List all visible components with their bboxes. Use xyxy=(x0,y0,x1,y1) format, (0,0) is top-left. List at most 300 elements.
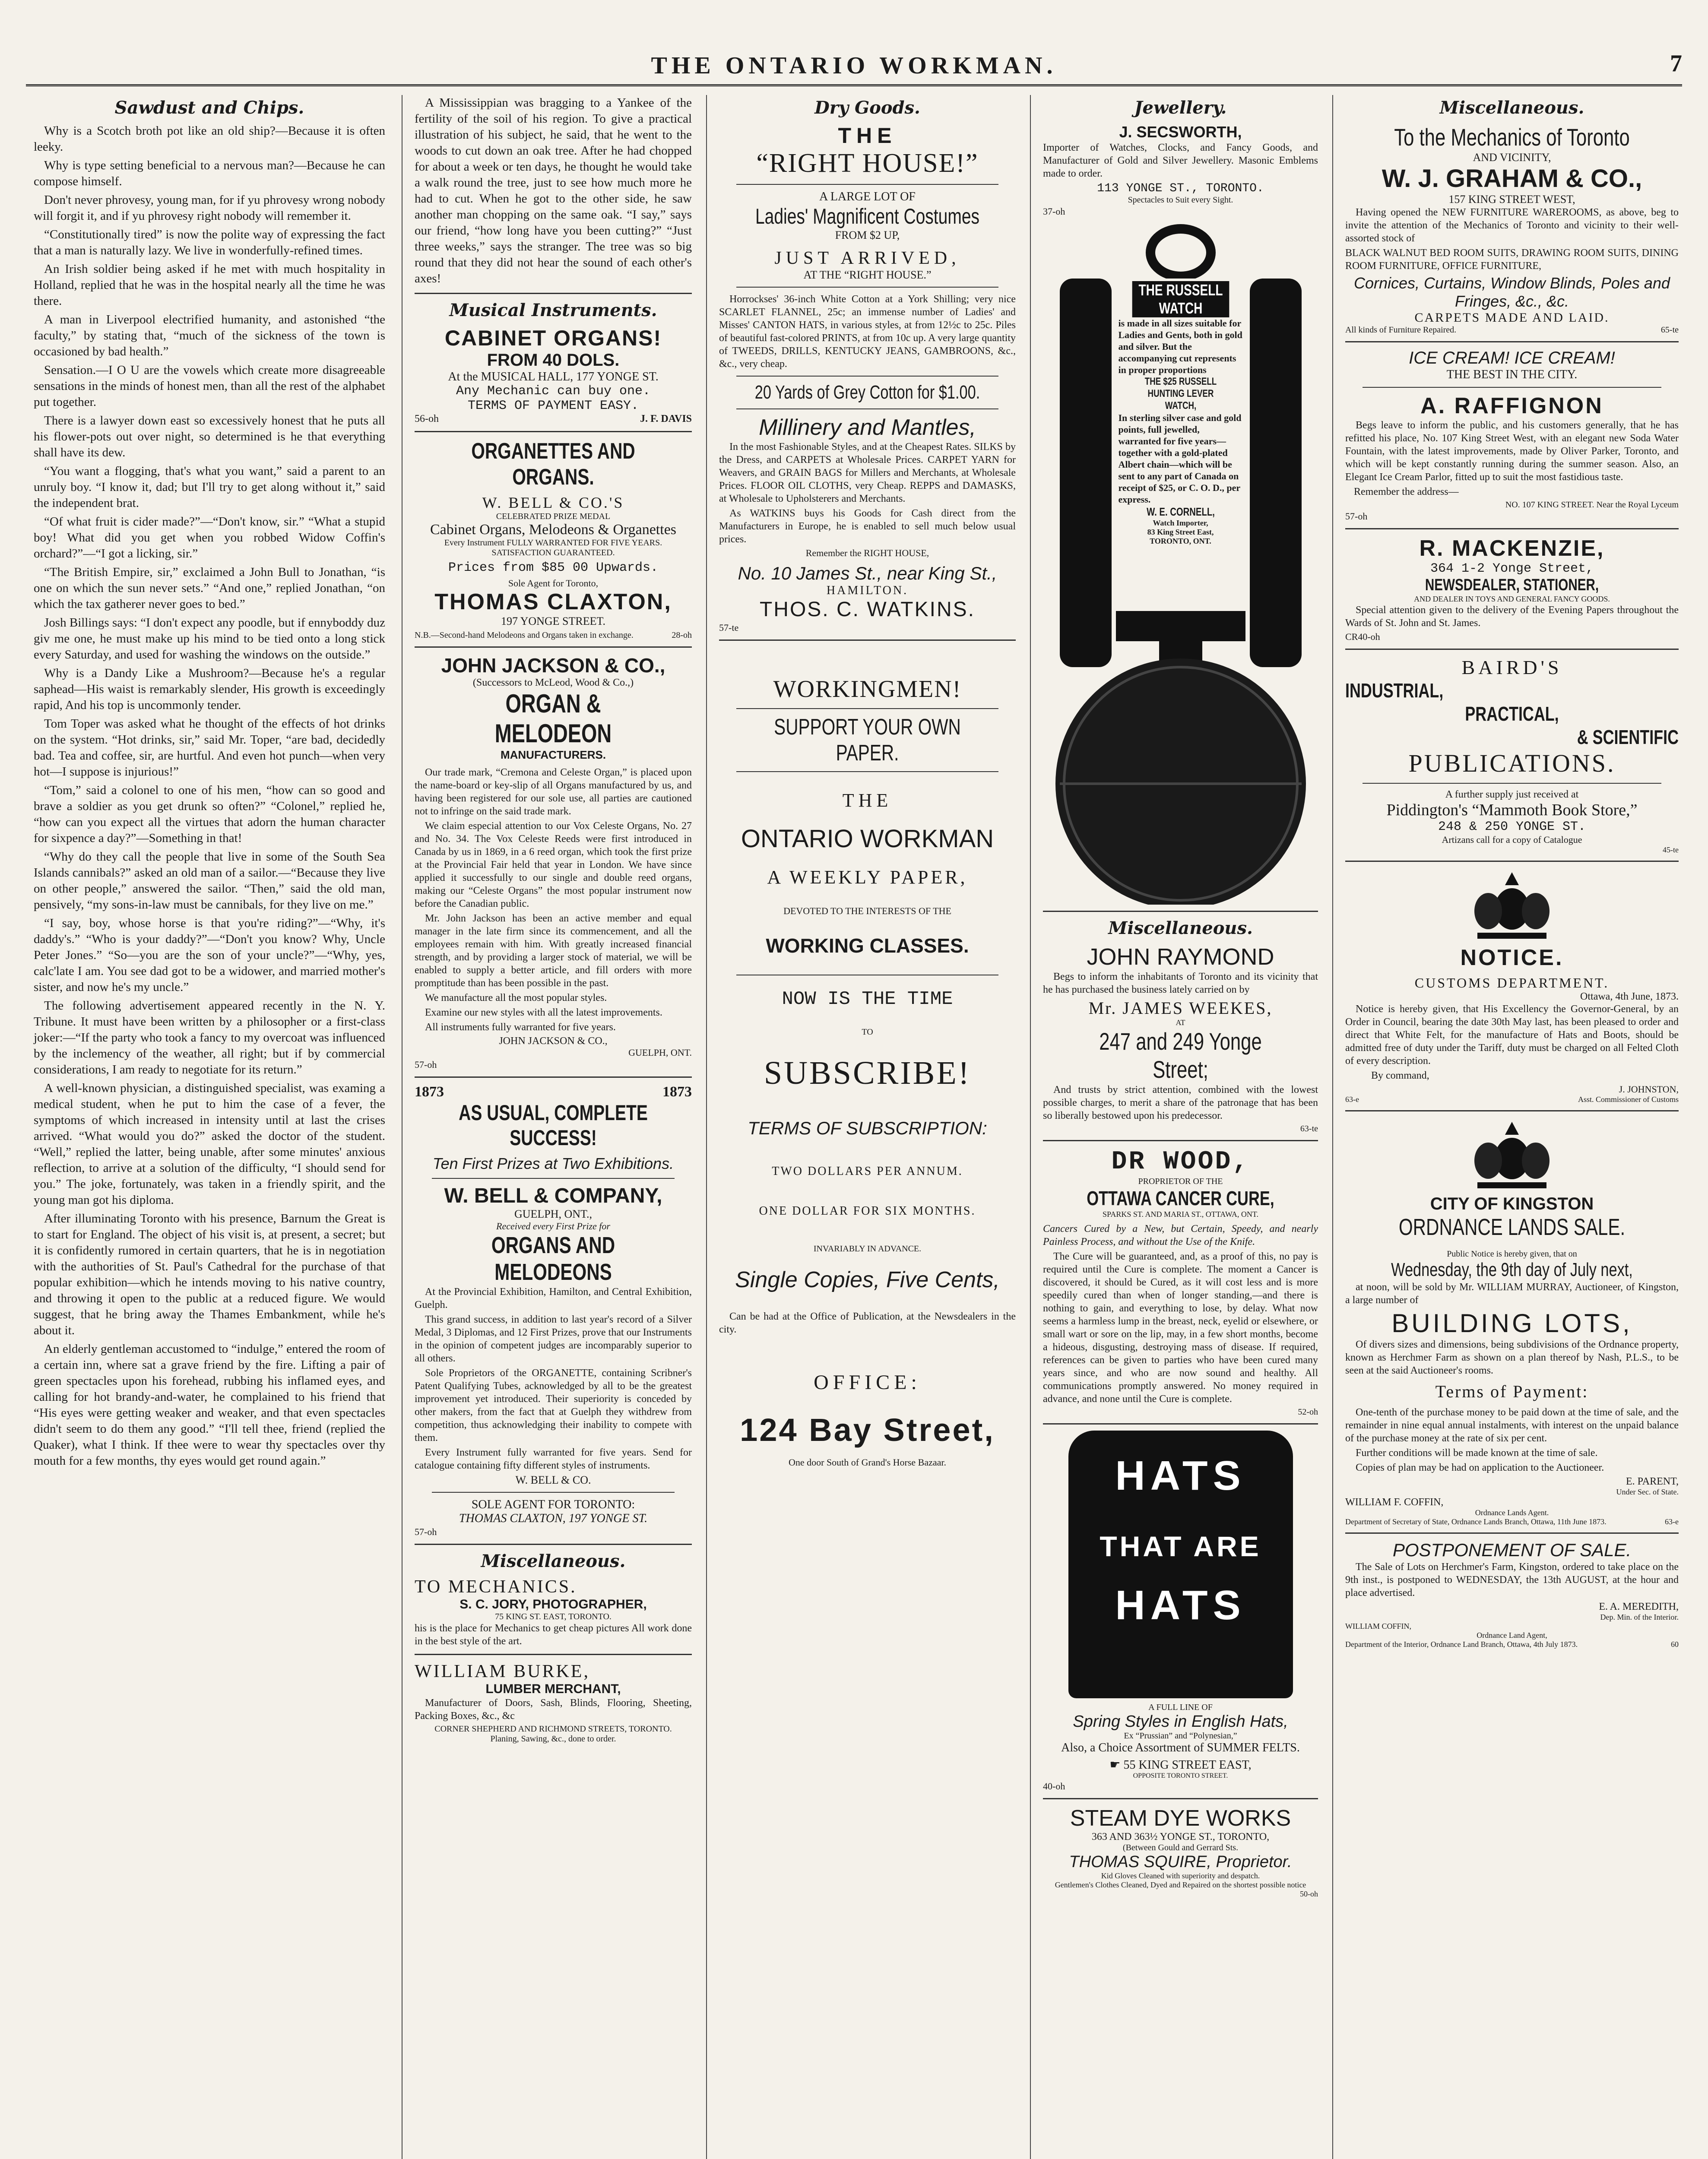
ad-headline: WORKINGMEN! xyxy=(773,676,962,703)
royal-crest-icon xyxy=(1464,1117,1559,1191)
section-heading: Miscellaneous. xyxy=(1439,98,1584,118)
ad-graham-furniture xyxy=(1345,123,1679,335)
column-jewellery xyxy=(1030,95,1330,2159)
ad-baird-publications xyxy=(1345,656,1679,855)
divider xyxy=(1043,1423,1318,1425)
ad-postponement xyxy=(1345,1540,1679,1649)
ad-ref: 63-te xyxy=(1300,1124,1318,1133)
ad-headline: Ladies' Magnificent Costumes xyxy=(755,204,980,228)
ad-headline: PUBLICATIONS. xyxy=(1408,749,1616,777)
ad-headline: Spring Styles in English Hats, xyxy=(1073,1713,1288,1731)
ad-address: 247 and 249 Yonge Street; xyxy=(1099,1028,1262,1083)
ad-line: OPPOSITE TORONTO STREET. xyxy=(1133,1772,1228,1779)
article-paragraph: “Why do they call the people that live in some of the South Sea Islands cannibals?” asked an old man of a sailor.—“Because they live on other people,” answered the sailor. “Then,” said the old man, pensively, “my sons-in-law must be cannibals, for they live on me.” xyxy=(34,850,385,912)
ad-line: Ten First Prizes at Two Exhibitions. xyxy=(432,1155,674,1172)
ad-body: at noon, will be sold by Mr. WILLIAM MURRAY, Auctioneer, of Kingston, a large number of xyxy=(1345,1282,1679,1306)
article-paragraph: Why is a Scotch broth pot like an old ship?—Because it is often leeky. xyxy=(34,124,385,154)
ad-address: 157 KING STREET WEST, xyxy=(1448,193,1575,206)
divider xyxy=(415,1544,692,1545)
ad-line: MANUFACTURERS. xyxy=(500,748,606,761)
ad-line: NEWSDEALER, STATIONER, xyxy=(1425,576,1599,594)
ad-line: DEVOTED TO THE INTERESTS OF THE xyxy=(783,905,951,916)
divider xyxy=(415,1654,692,1655)
ad-line: Watch Importer, xyxy=(1153,519,1208,527)
ad-name: DR WOOD, xyxy=(1111,1147,1250,1177)
ad-line: TERMS OF SUBSCRIPTION: xyxy=(748,1118,987,1138)
ad-body: Every Instrument fully warranted for five years. Send for catalogue containing fifty different styles of instruments. xyxy=(415,1447,692,1471)
ad-headline: STEAM DYE WORKS xyxy=(1070,1806,1291,1831)
ad-line: Artizans call for a copy of Catalogue xyxy=(1442,834,1582,845)
ad-hats xyxy=(1043,1431,1318,1792)
ad-line: PRACTICAL, xyxy=(1465,703,1559,725)
article-paragraph: The following advertisement appeared recently in the N. Y. Tribune. It must have been written by a philosopher or a first-class joker:—“If the party who took a fancy to my overcoat was influenced by the inclemency of the weather, all right; but if by commercial considerations, I am ready to negotiate for its return.” xyxy=(34,999,385,1076)
divider xyxy=(1345,861,1679,862)
ad-line: A WEEKLY PAPER, xyxy=(767,867,968,888)
ad-line: Remember the RIGHT HOUSE, xyxy=(805,548,929,558)
yankee-story: A Mississippian was bragging to a Yankee of the fertility of the soil of his region. To give a practical illustration of his subject, he said, that he went to the woods to cut down an oak tree. After he had chopped for about a week or ten days, he thought he would take a walk round the tree, just to see how much more he had to cut. When he got to the other side, he saw another man chopping on the same oak. “I say,” says our friend, “how long have you been cutting?” “Just three weeks,” says the stranger. The tree was so big round that they did not hear the sound of each other's axes! xyxy=(415,96,692,285)
ad-line: Dep. Min. of the Interior. xyxy=(1600,1613,1679,1621)
ad-line: OFFICE: xyxy=(814,1371,921,1394)
ad-dr-wood xyxy=(1043,1147,1318,1417)
ad-line: THE $25 RUSSELL HUNTING LEVER WATCH, xyxy=(1144,376,1217,412)
ad-footer xyxy=(1345,1640,1679,1649)
ad-line: Asst. Commissioner of Customs xyxy=(1578,1095,1679,1104)
ad-headline: CABINET ORGANS! xyxy=(444,326,662,350)
divider xyxy=(736,287,998,288)
ad-address xyxy=(1043,1757,1318,1772)
ad-line: AND VICINITY, xyxy=(1473,151,1551,164)
ad-signature: W. BELL & CO. xyxy=(515,1474,591,1486)
ad-line: All kinds of Furniture Repaired. xyxy=(1345,325,1457,335)
ad-line: Ex “Prussian” and “Polynesian,” xyxy=(1124,1731,1237,1741)
ad-claxton-organettes xyxy=(415,438,692,640)
ad-name: A. RAFFIGNON xyxy=(1420,393,1603,418)
ad-signature: J. F. DAVIS xyxy=(640,413,692,424)
ad-body: All instruments fully warranted for five years. xyxy=(425,1022,616,1033)
article-paragraph: After illuminating Toronto with his presence, Barnum the Great is to start for England. The object of his visit is, at present, a secret; but it is confidently rumored in certain quarters, that he is in negotiation with the authorities of St. Paul's Cathedral for the purchase of that popular exhibition—which he intends moving to his native country, and throwing it open to the public at a reduced figure. We would suggest, that he bring away the Thames Embankment, while he's about it. xyxy=(34,1212,385,1337)
ad-address: 248 & 250 YONGE ST. xyxy=(1438,820,1586,834)
article-paragraph: “You want a flogging, that's what you want,” said a parent to an unruly boy. “I know it, dad; but I'll try to get along without it,” said the independent brat. xyxy=(34,464,385,510)
ad-headline: WORKING CLASSES. xyxy=(766,934,969,957)
ad-line: TERMS OF PAYMENT EASY. xyxy=(467,399,639,413)
ad-line: THE xyxy=(842,790,893,811)
ad-name: J. SECSWORTH, xyxy=(1119,123,1242,141)
ad-bell-company xyxy=(415,1084,692,1538)
ad-line: CITY OF KINGSTON xyxy=(1430,1194,1594,1213)
article-paragraph: Don't never phrovesy, young man, for if yu phrovesy wrong nobody will forgit it, and if yu phrovesy right nobody will remember it. xyxy=(34,193,385,223)
hat-text: HATS xyxy=(1115,1453,1246,1499)
divider xyxy=(1363,387,1661,388)
ad-price: FROM 40 DOLS. xyxy=(487,351,620,370)
ad-body: We manufacture all the most popular styles. xyxy=(425,992,607,1004)
ad-footer xyxy=(415,630,692,640)
ad-line: CARPETS MADE AND LAID. xyxy=(1414,310,1610,325)
ad-body: As WATKINS buys his Goods for Cash direct from the Manufacturers in Europe, he is enabled to sell much below usual prices. xyxy=(719,508,1016,545)
russell-watch-ad xyxy=(1051,222,1310,905)
ad-headline: Millinery and Mantles, xyxy=(759,415,976,440)
ad-address: 363 AND 363½ YONGE ST., TORONTO, xyxy=(1091,1831,1270,1842)
ad-line: A LARGE LOT OF xyxy=(819,190,916,203)
ad-line: AT THE “RIGHT HOUSE.” xyxy=(803,269,932,281)
article-paragraph: “Tom,” said a colonel to one of his men, “how can so good and brave a soldier as you get drunk so often?” “Colonel,” replied he, “how can you expect all the virtues that adorn the human character for sixpence a day?”—Something in that! xyxy=(34,783,385,845)
ad-line: AT xyxy=(1176,1018,1185,1027)
article-paragraph: Josh Billings says: “I don't expect any poodle, but if ennyboddy duz giv me one, he must make up his mind to be tied onto a long stick every Saturday, and used for washing the windows on the outside.” xyxy=(34,616,385,662)
ad-line: AND DEALER IN TOYS AND GENERAL FANCY GOODS. xyxy=(1414,595,1610,603)
divider xyxy=(736,376,998,377)
ad-davis-cabinet-organs xyxy=(415,326,692,425)
ad-line: TWO DOLLARS PER ANNUM. xyxy=(772,1165,963,1178)
ad-name: R. MACKENZIE, xyxy=(1419,536,1605,561)
ad-body: Sole Proprietors of the ORGANETTE, containing Scribner's Patent Qualifying Tubes, acknowledged by all to be the greatest improvement yet introduced. Their superiority is conceded by other makers, from the fact that at Guelph they withdrew from competition, thus acknowledging their inability to compete with them. xyxy=(415,1368,692,1444)
ad-line: Ordnance Land Agent, xyxy=(1477,1631,1547,1640)
ad-location: GUELPH, ONT. xyxy=(628,1047,692,1058)
ad-line: Department of the Interior, Ordnance Land Branch, Ottawa, 4th July 1873. xyxy=(1345,1640,1578,1649)
ad-body: Notice is hereby given, that His Excellency the Governor-General, by an Order in Council, bearing the date 30th May last, has been pleased to order and direct that White Felt, for the manufacture of Hats and Boots, should be admitted free of duty under the Tariff, duty must be charged on all Felted Cloth of every description. xyxy=(1345,1004,1679,1067)
ad-ref: 52-oh xyxy=(1298,1407,1318,1417)
ad-body: Examine our new styles with all the latest improvements. xyxy=(425,1007,662,1018)
ad-address: 364 1-2 Yonge Street, xyxy=(1430,561,1594,576)
ad-body: Horrockses' 36-inch White Cotton at a York Shilling; very nice SCARLET FLANNEL, 25c; an immense number of Ladies' and Misses' CANTON HATS, in various styles, at from 12½c to 25c. Piles of beautiful fast-colored PRINTS, at from 10c up. A very large quantity of TWEEDS, DRILLS, KENTUCKY JEANS, GAMBROONS, &c., &c., very cheap. xyxy=(719,294,1016,370)
ad-line: THE xyxy=(838,123,897,148)
divider xyxy=(415,1076,692,1078)
ad-location: TORONTO, ONT. xyxy=(1150,537,1211,545)
ad-line: By command, xyxy=(1371,1070,1429,1081)
ad-line: Cancers Cured by a New, but Certain, Speedy, and nearly Painless Process, and without the Use of the Knife. xyxy=(1043,1223,1318,1247)
ad-customs-notice xyxy=(1345,868,1679,1104)
ad-line: INDUSTRIAL, xyxy=(1345,679,1444,702)
ad-location: GUELPH, ONT., xyxy=(514,1208,593,1220)
ad-body: Begs to inform the inhabitants of Toronto and its vicinity that he has purchased the business lately carried on by xyxy=(1043,971,1318,995)
ad-ref: 57-oh xyxy=(415,1059,437,1070)
ad-ref: 28-oh xyxy=(672,630,692,640)
ad-line: Public Notice is hereby given, that on xyxy=(1447,1249,1577,1259)
divider xyxy=(736,184,998,185)
watch-ad-text xyxy=(1116,279,1245,607)
ad-location: HAMILTON. xyxy=(826,584,909,597)
ad-name: THOMAS SQUIRE, Proprietor. xyxy=(1069,1853,1292,1871)
masthead: THE ONTARIO WORKMAN. xyxy=(651,52,1057,79)
ad-line: & SCIENTIFIC xyxy=(1577,726,1679,748)
ad-name: W. BELL & COMPANY, xyxy=(444,1184,662,1207)
ad-line: Cabinet Organs, Melodeons & Organettes xyxy=(430,522,677,538)
ad-line: Planing, Sawing, &c., done to order. xyxy=(490,1734,616,1744)
article-paragraph: Tom Toper was asked what he thought of the effects of hot drinks on the system. “Hot drinks, sir,” said Mr. Toper, “are bad, decidedly bad. Tea and coffee, sir, are hurtful. And even hot punch—when very hot—I suppose is injurious!” xyxy=(34,717,385,779)
ad-ref: 37-oh xyxy=(1043,206,1065,217)
ad-body: In the most Fashionable Styles, and at the Cheapest Rates. SILKS by the Dress, and CARPETS at Wholesale Prices. CARPET YARN for Weavers, and GRAIN BAGS for Millers and Merchants, at Wholesale Prices. FLOOR OIL CLOTHS, very Cheap. REPPS and DAMASKS, at Wholesale to Upholsterers and Merchants. xyxy=(719,441,1016,504)
ad-body: Mr. John Jackson has been an active member and equal manager in the late firm since its commencement, and all the employees remain with him. With greatly increased financial strength, and by providing a larger stock of material, we will be enabled to supply a better article, and fill orders with more promptitude than has been possible in the past. xyxy=(415,913,692,989)
ad-line: Sole Agent for Toronto, xyxy=(508,578,599,589)
ad-name: W. J. GRAHAM & CO., xyxy=(1382,165,1642,193)
divider xyxy=(736,708,998,709)
article-paragraph: Why is type setting beneficial to a nervous man?—Because he can compose himself. xyxy=(34,158,385,188)
ad-line: FROM $2 UP, xyxy=(835,229,900,241)
royal-crest-icon xyxy=(1464,868,1559,941)
ad-line: INVARIABLY IN ADVANCE. xyxy=(813,1244,922,1254)
ad-steam-dye-works xyxy=(1043,1805,1318,1899)
ad-line: Any Mechanic can buy one. xyxy=(456,384,651,399)
article-paragraph: “The British Empire, sir,” exclaimed a John Bull to Jonathan, “is one on which the sun never sets.” “And one,” replied Jonathan, “on which the tax gatherer never goes to bed.” xyxy=(34,565,385,611)
ad-headline: OTTAWA CANCER CURE, xyxy=(1087,1187,1274,1209)
ad-signature: WILLIAM F. COFFIN, xyxy=(1345,1497,1444,1508)
ad-headline: POSTPONEMENT OF SALE. xyxy=(1392,1540,1632,1560)
ad-ref: 56-oh xyxy=(415,413,439,424)
ad-ref: 57-oh xyxy=(1345,511,1368,522)
ad-line: A further supply just received at xyxy=(1445,789,1579,800)
ad-body: is made in all sizes suitable for Ladies and Gents, both in gold and silver. But the accompanying cut represents in proper proportions xyxy=(1118,318,1242,375)
ad-line: Cornices, Curtains, Window Blinds, Poles and Fringes, &c., &c. xyxy=(1353,274,1670,310)
article-paragraph: An elderly gentleman accustomed to “indulge,” entered the room of a certain inn, where sat a grave friend by the fire. Lifting a pair of green spectacles upon his forehead, rubbing his inflamed eyes, and calling for hot brandy-and-water, he complained to his friend that “His eyes were getting weaker and weaker, and that even spectacles didn't seem to do them any good.” “I'll tell thee, friend (replied the Quaker), what I think. If thee were to wear thy spectacles over thy mouth for a few months, thy eyes would get round again.” xyxy=(34,1342,385,1468)
ad-name: W. E. CORNELL, xyxy=(1146,505,1215,518)
ad-body: In sterling silver case and gold points, full jewelled, warranted for five years—together with a gold-plated Albert chain—which will be sent to any part of Canada on receipt of $25, or C. O. D., per express. xyxy=(1118,412,1242,505)
hat-text: HATS xyxy=(1115,1582,1246,1628)
ad-headline: ORGANS AND MELODEONS xyxy=(491,1232,615,1285)
ad-line: Received every First Prize for xyxy=(496,1221,610,1231)
ad-line: Remember the address— xyxy=(1354,486,1459,497)
page-header xyxy=(0,0,1708,86)
divider xyxy=(1345,1110,1679,1111)
divider xyxy=(1345,341,1679,342)
ad-line: (Successors to McLeod, Wood & Co.,) xyxy=(472,677,634,688)
divider xyxy=(432,1492,675,1493)
ad-subscribe xyxy=(719,675,1016,1468)
divider xyxy=(415,431,692,432)
section-heading: Jewellery. xyxy=(1134,98,1227,118)
ad-address: 75 KING ST. EAST, TORONTO. xyxy=(495,1612,612,1621)
divider xyxy=(432,1178,675,1179)
ad-line: SOLE AGENT FOR TORONTO: xyxy=(471,1498,635,1511)
ad-footer xyxy=(415,413,692,425)
column-sawdust-and-chips xyxy=(22,95,397,2159)
divider xyxy=(719,639,1016,641)
ad-line: Every Instrument FULLY WARRANTED FOR FIVE YEARS. SATISFACTION GUARANTEED. xyxy=(444,538,662,557)
ad-ref: CR40-oh xyxy=(1345,631,1380,642)
ad-line: LUMBER MERCHANT, xyxy=(485,1682,621,1696)
ad-headline: ORGANETTES AND ORGANS. xyxy=(471,439,635,490)
ad-body: Importer of Watches, Clocks, and Fancy Goods, and Manufacturer of Gold and Silver Jewellery. Masonic Emblems made to order. xyxy=(1043,142,1318,179)
ad-kingston-ordnance xyxy=(1345,1117,1679,1526)
ad-body: We claim especial attention to our Vox Celeste Organs, No. 27 and No. 34. The Vox Celeste Reeds were first introduced in Canada by us in 1869, in a 6 reed organ, which took the first prize at the Provincial Fair held that year in London. We have since applied it successfully to our single and double reed organs, making our “Celeste Organs” the most popular instrument now before the Canadian public. xyxy=(415,820,692,909)
ad-body: Can be had at the Office of Publication, at the Newsdealers in the city. xyxy=(719,1311,1016,1335)
ad-headline: ONTARIO WORKMAN xyxy=(741,825,994,853)
column-miscellaneous xyxy=(1332,95,1691,2159)
ad-body: The Sale of Lots on Herchmer's Farm, Kingston, ordered to take place on the 9th inst., is postponed to WEDNESDAY, the 13th AUGUST, at the hour and place advertised. xyxy=(1345,1561,1679,1599)
ad-line: BAIRD'S xyxy=(1461,656,1562,678)
ad-signature: JOHN JACKSON & CO., xyxy=(499,1035,608,1047)
ad-line: PROPRIETOR OF THE xyxy=(1138,1177,1223,1186)
ad-address: NO. 107 KING STREET. Near the Royal Lyceum xyxy=(1505,500,1679,510)
article-paragraph: A well-known physician, a distinguished specialist, was examing a medical student, when he put to him the case of a fever, the symptoms of which increased in intensity until at last the crises arrived. “What would you do?” asked the doctor of the student. “Well,” replied the latter, being unable, after some minutes' anxious reflection, to arrive at a solution of the difficulty, “I should send for you.” The joke, fortunately, was taken in a friendly spirit, and the young man got his diploma. xyxy=(34,1081,385,1207)
ad-name: WILLIAM BURKE, xyxy=(415,1662,590,1681)
divider xyxy=(1345,528,1679,529)
ad-line: TO xyxy=(862,1027,873,1037)
ad-body: One-tenth of the purchase money to be paid down at the time of sale, and the remainder in nine equal annual instalments, with interest on the unpaid balance of the purchase money at the rate of six per cent. xyxy=(1345,1407,1679,1444)
ad-headline: To the Mechanics of Toronto xyxy=(1394,123,1630,151)
article-paragraph: Sensation.—I O U are the vowels which create more disagreeable sensations in the minds of honest men, than all the rest of the alphabet put together. xyxy=(34,363,385,409)
ad-signature: E. PARENT, xyxy=(1626,1476,1679,1487)
ad-jory-photographer xyxy=(415,1577,692,1648)
article-paragraph: Why is a Dandy Like a Mushroom?—Because he's a regular saphead—His waist is remarkably slender, His growth is exceedingly rapid, And his top is uncommonly tender. xyxy=(34,666,385,712)
divider xyxy=(1043,1798,1318,1799)
ad-headline: SUPPORT YOUR OWN PAPER. xyxy=(774,715,961,766)
ad-line: One door South of Grand's Horse Bazaar. xyxy=(788,1457,947,1468)
ad-line: JUST ARRIVED, xyxy=(774,248,960,268)
ad-right-house xyxy=(719,123,1016,633)
ad-ref: 63-e xyxy=(1665,1517,1679,1526)
divider xyxy=(1363,783,1661,784)
ad-ref: 57-te xyxy=(719,622,739,633)
ad-signature: E. A. MEREDITH, xyxy=(1599,1601,1679,1612)
ad-signature: J. JOHNSTON, xyxy=(1619,1084,1679,1095)
page-number: 7 xyxy=(1670,50,1682,77)
ad-year: 1873 xyxy=(415,1084,444,1100)
ad-body: Manufacturer of Doors, Sash, Blinds, Flooring, Sheeting, Packing Boxes, &c., &c xyxy=(415,1697,692,1722)
ad-body: The Cure will be guaranteed, and, as a proof of this, no pay is required until the Cure is complete. The moment a Cancer is discovered, it should be Cured, as it will cost less and is more speedily cured than when of longer standing,—and there is nothing to gain, and everything to lose, by delay. What now seems a harmless lump in the breast, neck, eyelid or elsewhere, or small wart or sore on the lip, may, in a few short months, become a hideous, disgusting, destroying mass of disease. If required, references can be given to parties who have been cured many years since, and who are now sound and healthy. All communications promptly answered. No money required in advance, and none until the Cure is complete. xyxy=(1043,1251,1318,1405)
ad-ref: 60 xyxy=(1671,1640,1679,1649)
article-paragraph: “Of what fruit is cider made?”—“Don't know, sir.” “What a stupid boy! What did you get when you robbed Widow Coffin's orchard?”—“I got a licking, sir.” xyxy=(34,515,385,560)
ad-note: N.B.—Second-hand Melodeons and Organs taken in exchange. xyxy=(415,630,634,640)
ad-john-jackson xyxy=(415,654,692,1070)
ad-headline: THE RUSSELL WATCH xyxy=(1132,281,1229,317)
ad-address: 113 YONGE ST., TORONTO. xyxy=(1097,182,1264,195)
ad-body: This grand success, in addition to last year's record of a Silver Medal, 3 Diplomas, and 12 First Prizes, prove that our Instruments in the opinion of competent judges are incomparably superior to all others. xyxy=(415,1314,692,1364)
ad-headline: TO MECHANICS. xyxy=(415,1577,577,1597)
section-heading: Miscellaneous. xyxy=(1108,918,1253,938)
ad-line: W. BELL & CO.'S xyxy=(482,494,624,511)
hat-text: THAT ARE xyxy=(1100,1530,1261,1562)
ad-footer xyxy=(1345,325,1679,335)
divider xyxy=(415,293,692,294)
ad-year: 1873 xyxy=(662,1084,692,1100)
ad-headline: NOW IS THE TIME xyxy=(782,988,953,1010)
ad-headline: ICE CREAM! ICE CREAM! xyxy=(1409,348,1615,367)
ad-address: At the MUSICAL HALL, 177 YONGE ST. xyxy=(448,370,659,383)
ad-line: Also, a Choice Assortment of SUMMER FELTS. xyxy=(1061,1741,1300,1754)
ad-headline: BUILDING LOTS, xyxy=(1391,1309,1632,1338)
ad-address: 124 Bay Street, xyxy=(740,1412,995,1448)
article-paragraph: There is a lawyer down east so excessively honest that he puts all his flower-pots out over night, so determined is he that everything shall have its dew. xyxy=(34,414,385,459)
ad-headline: 20 Yards of Grey Cotton for $1.00. xyxy=(754,382,980,403)
ad-secsworth xyxy=(1043,123,1318,217)
ad-ref: 57-oh xyxy=(415,1526,437,1537)
ad-line: Spectacles to Suit every Sight. xyxy=(1128,195,1233,205)
ad-name: Mr. JAMES WEEKES, xyxy=(1088,998,1273,1018)
ad-body: At the Provincial Exhibition, Hamilton, and Central Exhibition, Guelph. xyxy=(415,1286,692,1311)
ad-name: THOMAS CLAXTON, xyxy=(434,589,672,614)
ad-line: Gentlemen's Clothes Cleaned, Dyed and Repaired on the shortest possible notice xyxy=(1055,1880,1306,1889)
ad-body: his is the place for Mechanics to get cheap pictures All work done in the best style of the art. xyxy=(415,1623,692,1647)
ad-years xyxy=(415,1084,692,1100)
pointing-hand-icon: ☛ xyxy=(1109,1758,1121,1772)
ad-name: Piddington's “Mammoth Book Store,” xyxy=(1386,801,1638,819)
ad-body: BLACK WALNUT BED ROOM SUITS, DRAWING ROOM SUITS, DINING ROOM FURNITURE, OFFICE FURNITURE, xyxy=(1345,247,1679,272)
article-paragraph: A man in Liverpool electrified humanity, and astonished “the faculty,” by stating that, “much of the sickness of the town is occasioned by bad health.” xyxy=(34,313,385,358)
section-heading: Dry Goods. xyxy=(814,98,920,118)
divider xyxy=(736,771,998,772)
ad-footer xyxy=(1345,1095,1679,1104)
ad-headline: “RIGHT HOUSE!” xyxy=(756,149,979,178)
ad-line: Department of Secretary of State, Ordnance Lands Branch, Ottawa, 11th June 1873. xyxy=(1345,1517,1607,1526)
ad-body: And trusts by strict attention, combined with the lowest possible charges, to merit a share of the patronage that has been so liberally bestowed upon his predecessor. xyxy=(1043,1084,1318,1121)
ad-address: SPARKS ST. AND MARIA ST., OTTAWA, ONT. xyxy=(1103,1210,1258,1219)
column-musical-instruments xyxy=(402,95,704,2159)
divider xyxy=(1345,1532,1679,1534)
ad-line: Under Sec. of State. xyxy=(1616,1488,1679,1496)
ad-ref: 50-oh xyxy=(1300,1890,1318,1898)
ad-name: THOS. C. WATKINS. xyxy=(759,598,975,621)
section-heading: Musical Instruments. xyxy=(449,300,657,320)
ad-ref: 45-te xyxy=(1663,845,1679,854)
ad-name: S. C. JORY, PHOTOGRAPHER, xyxy=(459,1597,647,1611)
ad-line: Ordnance Lands Agent. xyxy=(1475,1508,1549,1517)
ad-address: 197 YONGE STREET. xyxy=(501,615,605,627)
ad-body: Copies of plan may be had on application to the Auctioneer. xyxy=(1356,1462,1604,1473)
divider xyxy=(1345,649,1679,650)
ad-body: Begs leave to inform the public, and his customers generally, that he has refitted his place, No. 107 King Street West, with an elegant new Soda Water Fountain, with the latest improvements, made by Oliver Parker, Toronto, and which will be kept constantly running during the summer season. Also, an Elegant Ice Cream Parlor, fitted up to suit the most fastidious taste. xyxy=(1345,420,1679,483)
ad-body: Having opened the NEW FURNITURE WAREROOMS, as above, beg to invite the attention of the Mechanics of Toronto and vicinity to their well-assorted stock of xyxy=(1345,207,1679,244)
ad-line: ONE DOLLAR FOR SIX MONTHS. xyxy=(759,1204,976,1218)
divider xyxy=(1043,1140,1318,1141)
ad-line: Terms of Payment: xyxy=(1435,1382,1589,1401)
ad-headline: ORGAN & MELODEON xyxy=(494,689,612,748)
article-paragraph: An Irish soldier being asked if he met with much hospitality in Holland, replied that he was in the hospital nearly all the time he was there. xyxy=(34,262,385,308)
ad-line: A FULL LINE OF xyxy=(1148,1703,1213,1712)
ad-mackenzie xyxy=(1345,535,1679,643)
ad-line: CELEBRATED PRIZE MEDAL xyxy=(496,512,611,521)
ad-address: CORNER SHEPHERD AND RICHMOND STREETS, TORONTO. xyxy=(434,1724,672,1734)
ad-address-text: 55 KING STREET EAST, xyxy=(1123,1758,1252,1772)
ad-name: JOHN JACKSON & CO., xyxy=(441,654,665,677)
ad-headline: ORDNANCE LANDS SALE. xyxy=(1398,1214,1626,1240)
article-paragraph: “Constitutionally tired” is now the polite way of expressing the fact that a man is naturally lazy. We live in wonderfully-refined times. xyxy=(34,228,385,257)
ad-ref: 63-e xyxy=(1345,1095,1359,1104)
ad-address: 83 King Street East, xyxy=(1147,528,1214,536)
ad-address: No. 10 James St., near King St., xyxy=(738,563,997,583)
divider xyxy=(415,646,692,648)
ad-body: Of divers sizes and dimensions, being subdivisions of the Ordnance property, known as Herchmer Farm as shown on a plan thereof by Nash, P.L.S., to be seen at the said Auctioneer's rooms. xyxy=(1345,1339,1679,1376)
header-rule xyxy=(26,84,1682,86)
ad-john-raymond xyxy=(1043,943,1318,1134)
ad-body: Our trade mark, “Cremona and Celeste Organ,” is placed upon the name-board or key-slip of all Organs manufactured by us, and having been registered for our sole use, all parties are cautioned not to infringe on the said trade mark. xyxy=(415,767,692,817)
ad-date: Wednesday, the 9th day of July next, xyxy=(1391,1259,1633,1280)
column-dry-goods xyxy=(706,95,1028,2159)
article-paragraph: “I say, boy, whose horse is that you're riding?”—“Why, it's daddy's.” “Who is your daddy?”—“Don't you know? Why, Uncle Peter Jones.” “So—you are the son of your uncle?”—“Why, yes, calc'late I am. You see dad got to be a widower, and married mother's sister, and now he's my uncle.” xyxy=(34,916,385,994)
ad-line: (Between Gould and Gerrard Sts. xyxy=(1122,1843,1239,1852)
ad-headline: SUBSCRIBE! xyxy=(764,1055,971,1091)
ad-date: Ottawa, 4th June, 1873. xyxy=(1580,991,1679,1002)
ad-william-burke xyxy=(415,1661,692,1744)
section-heading: Miscellaneous. xyxy=(481,1551,626,1571)
ad-ref: 65-te xyxy=(1660,325,1679,335)
ad-line: Prices from $85 00 Upwards. xyxy=(448,560,659,575)
ad-line: THE BEST IN THE CITY. xyxy=(1446,368,1578,381)
ad-ref: 40-oh xyxy=(1043,1781,1065,1792)
ad-line: Kid Gloves Cleaned with superiority and despatch. xyxy=(1101,1871,1260,1880)
ad-footer xyxy=(1345,1517,1679,1526)
section-heading: Sawdust and Chips. xyxy=(114,98,304,118)
ad-headline: NOTICE. xyxy=(1460,945,1564,970)
ad-line: CUSTOMS DEPARTMENT. xyxy=(1414,975,1610,991)
ad-name: JOHN RAYMOND xyxy=(1087,944,1274,970)
ad-line: THOMAS CLAXTON, 197 YONGE ST. xyxy=(459,1512,648,1525)
jokes-list xyxy=(34,123,385,1469)
ad-headline: Single Copies, Five Cents, xyxy=(735,1267,1000,1292)
ad-signature: WILLIAM COFFIN, xyxy=(1345,1622,1411,1630)
ad-body: Special attention given to the delivery of the Evening Papers throughout the Wards of St. John and St. James. xyxy=(1345,605,1679,629)
ad-body: Further conditions will be made known at the time of sale. xyxy=(1356,1447,1598,1459)
ad-headline: AS USUAL, COMPLETE SUCCESS! xyxy=(459,1101,648,1150)
ad-raffignon xyxy=(1345,348,1679,522)
divider xyxy=(736,408,998,409)
